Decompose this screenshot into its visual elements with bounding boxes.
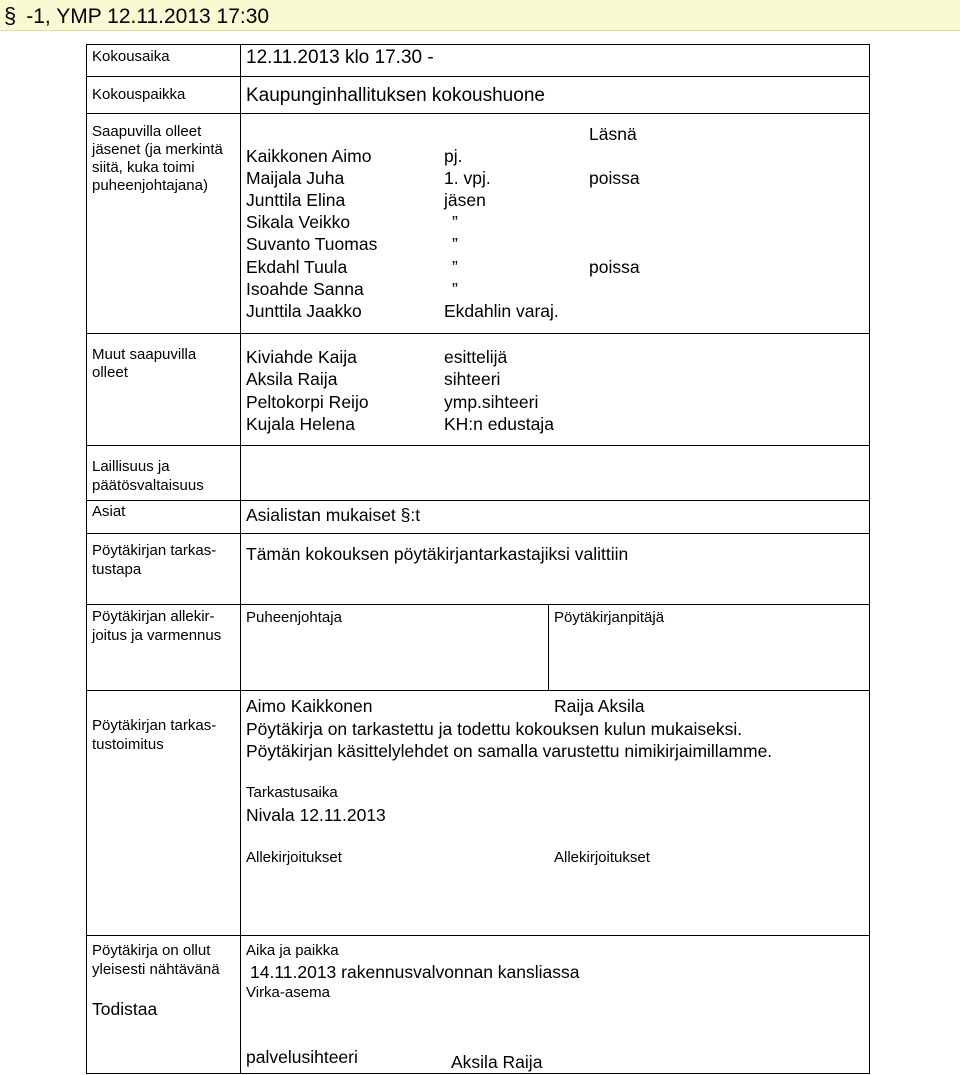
review-time-label: Tarkastusaika xyxy=(246,784,338,801)
chair-name: Aimo Kaikkonen xyxy=(246,696,373,716)
column-divider xyxy=(240,44,241,1074)
signer-name: Aksila Raija xyxy=(451,1052,543,1072)
review-label-line: tustoimitus xyxy=(92,736,164,753)
matters-label: Asiat xyxy=(92,503,126,520)
meeting-time-label: Kokousaika xyxy=(92,48,170,65)
row-divider xyxy=(86,76,870,77)
member-role: jäsen xyxy=(444,190,486,210)
table-border-right xyxy=(869,44,870,1074)
certify-label: Todistaa xyxy=(92,999,158,1019)
member-role: Ekdahlin varaj. xyxy=(444,301,559,321)
review-method-label-line: Pöytäkirjan tarkas- xyxy=(92,542,217,559)
members-label-line: Saapuvilla olleet xyxy=(92,123,202,140)
document-header xyxy=(0,0,960,31)
signatures-label: Allekirjoitukset xyxy=(246,849,342,866)
other-name: Aksila Raija xyxy=(246,369,338,389)
signature-column-divider xyxy=(548,604,549,690)
member-role: 1. vpj. xyxy=(444,168,491,188)
members-label-line: puheenjohtajana) xyxy=(92,177,208,194)
row-divider xyxy=(86,533,870,534)
signatures-label: Allekirjoitukset xyxy=(554,849,650,866)
review-label-line: Pöytäkirjan tarkas- xyxy=(92,717,217,734)
review-method-label-line: tustapa xyxy=(92,561,142,578)
other-role: ymp.sihteeri xyxy=(444,392,539,412)
review-method-value: Tämän kokouksen pöytäkirjantarkastajiksi valittiin xyxy=(246,544,629,564)
row-divider xyxy=(86,604,870,605)
member-name: Junttila Elina xyxy=(246,190,346,210)
legality-label-line: päätösvaltaisuus xyxy=(92,477,204,494)
other-name: Kiviahde Kaija xyxy=(246,347,357,367)
member-name: Ekdahl Tuula xyxy=(246,257,348,277)
secretary-signature-label: Pöytäkirjanpitäjä xyxy=(554,609,665,626)
meeting-time-value: 12.11.2013 klo 17.30 - xyxy=(246,47,434,68)
member-status: poissa xyxy=(589,257,640,277)
table-border-bottom xyxy=(86,1073,870,1074)
row-divider xyxy=(86,935,870,936)
member-role: ” xyxy=(452,279,458,299)
meeting-place-label: Kokouspaikka xyxy=(92,86,186,103)
time-place-label: Aika ja paikka xyxy=(246,942,339,959)
member-name: Kaikkonen Aimo xyxy=(246,146,372,166)
review-time-value: Nivala 12.11.2013 xyxy=(246,805,386,825)
others-label-line: olleet xyxy=(92,364,128,381)
member-role: ” xyxy=(452,212,458,232)
meeting-place-value: Kaupunginhallituksen kokoushuone xyxy=(246,85,545,106)
member-role: ” xyxy=(452,257,458,277)
chair-signature-label: Puheenjohtaja xyxy=(246,609,342,626)
members-label-line: jäsenet (ja merkintä xyxy=(92,141,223,158)
member-name: Maijala Juha xyxy=(246,168,345,188)
member-status: poissa xyxy=(589,168,640,188)
other-name: Kujala Helena xyxy=(246,414,355,434)
members-label-line: siitä, kuka toimi xyxy=(92,159,195,176)
document-title: -1, YMP 12.11.2013 17:30 xyxy=(26,5,270,28)
secretary-name: Raija Aksila xyxy=(554,696,645,716)
member-name: Isoahde Sanna xyxy=(246,279,364,299)
other-name: Peltokorpi Reijo xyxy=(246,392,369,412)
other-role: esittelijä xyxy=(444,347,508,367)
public-label-line: Pöytäkirja on ollut xyxy=(92,942,211,959)
time-place-value: 14.11.2013 rakennusvalvonnan kansliassa xyxy=(250,962,580,982)
row-divider xyxy=(86,690,870,691)
row-divider xyxy=(86,333,870,334)
member-name: Sikala Veikko xyxy=(246,212,351,232)
table-border-left xyxy=(86,44,87,1074)
signature-label-line: joitus ja varmennus xyxy=(92,627,222,644)
member-name: Junttila Jaakko xyxy=(246,301,362,321)
table-border-top xyxy=(86,44,870,45)
member-name: Suvanto Tuomas xyxy=(246,234,378,254)
presence-header: Läsnä xyxy=(589,124,637,144)
public-label-line: yleisesti nähtävänä xyxy=(92,961,220,978)
legality-label-line: Laillisuus ja xyxy=(92,458,170,475)
row-divider xyxy=(86,113,870,114)
other-role: KH:n edustaja xyxy=(444,414,554,434)
row-divider xyxy=(86,500,870,501)
member-role: ” xyxy=(452,234,458,254)
position-value: palvelusihteeri xyxy=(246,1047,358,1067)
row-divider xyxy=(86,445,870,446)
position-label: Virka-asema xyxy=(246,984,330,1001)
review-statement-line: Pöytäkirjan käsittelylehdet on samalla varustettu nimikirjaimillamme. xyxy=(246,741,773,761)
other-role: sihteeri xyxy=(444,369,501,389)
others-label-line: Muut saapuvilla xyxy=(92,346,197,363)
review-statement-line: Pöytäkirja on tarkastettu ja todettu kokouksen kulun mukaiseksi. xyxy=(246,719,743,739)
signature-label-line: Pöytäkirjan allekir- xyxy=(92,608,215,625)
member-role: pj. xyxy=(444,146,463,166)
matters-value: Asialistan mukaiset §:t xyxy=(246,505,421,525)
section-symbol: § xyxy=(4,3,17,28)
